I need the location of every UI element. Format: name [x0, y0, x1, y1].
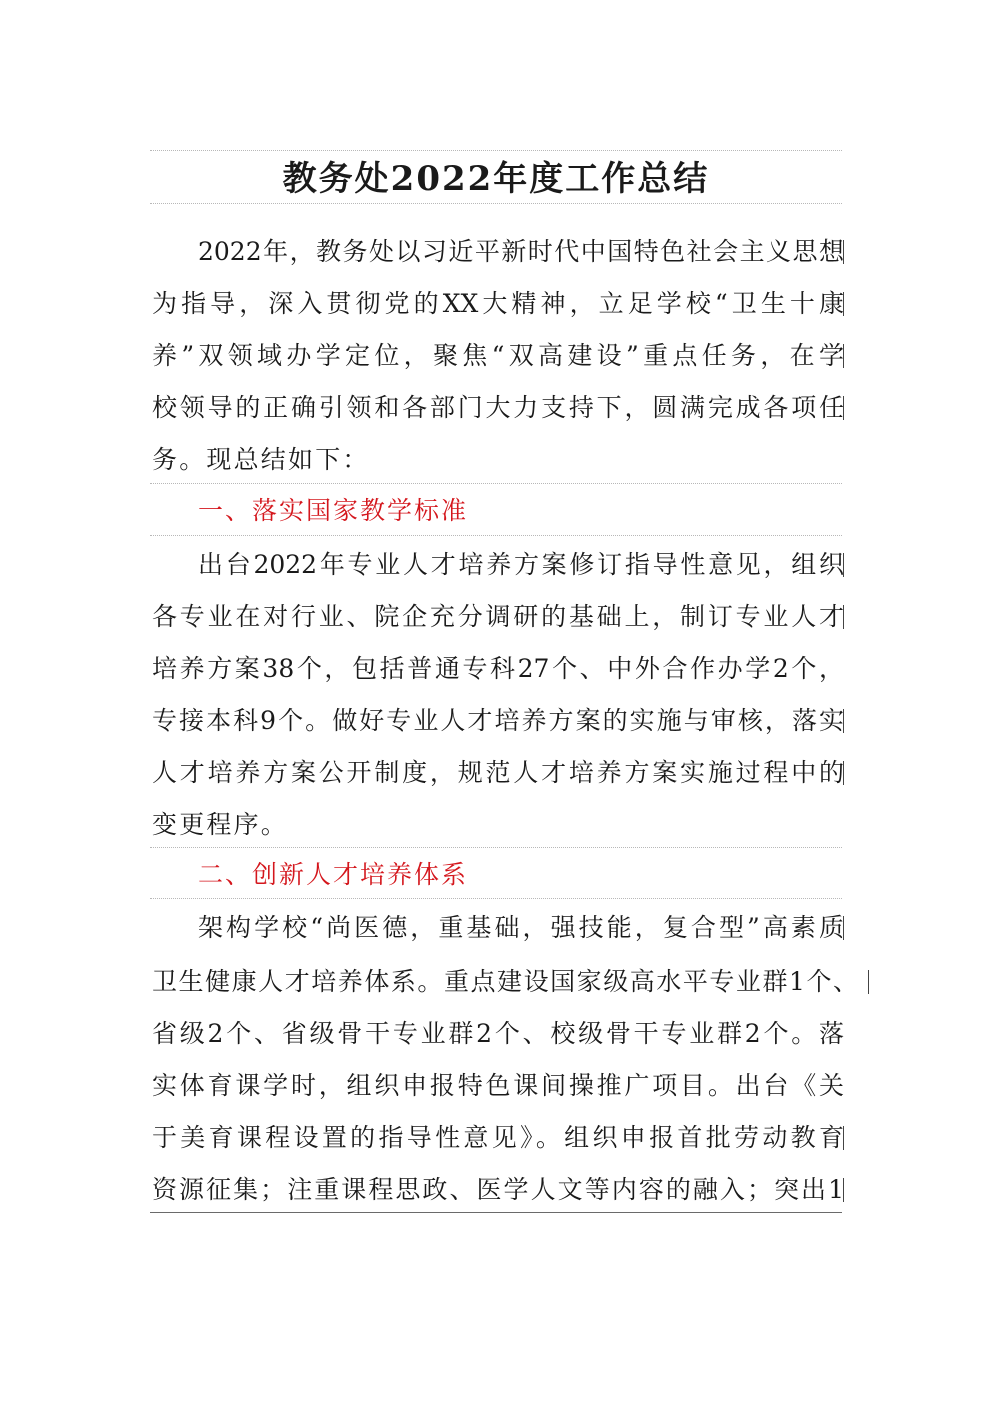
section1-line: 人才培养方案公开制度，规范人才培养方案实施过程中的: [152, 758, 844, 787]
intro-line: 2022年，教务处以习近平新时代中国特色社会主义思想: [198, 237, 844, 266]
line-end-marker: [843, 292, 844, 316]
intro-line: 为指导，深入贯彻党的XX大精神，立足学校“卫生十康: [152, 289, 844, 318]
line-end-marker: [843, 1178, 844, 1202]
line-end-marker: [843, 396, 844, 420]
section-heading-2: 二、创新人才培养体系: [198, 860, 469, 889]
section2-line: 省级2个、省级骨干专业群2个、校级骨干专业群2个。落: [152, 1019, 844, 1048]
heading-rule: [150, 535, 842, 536]
line-end-marker: [868, 970, 869, 994]
section2-line: 架构学校“尚医德，重基础，强技能，复合型”高素质: [198, 913, 844, 942]
document-title: 教务处2022年度工作总结: [282, 159, 710, 199]
section1-line: 出台2022年专业人才培养方案修订指导性意见，组织: [198, 550, 844, 579]
section2-line: 实体育课学时，组织申报特色课间操推广项目。出台《关: [152, 1071, 844, 1100]
page-bottom-rule: [150, 1212, 842, 1213]
intro-line: 校领导的正确引领和各部门大力支持下，圆满完成各项任: [152, 393, 844, 422]
section1-line: 培养方案38个，包括普通专科27个、中外合作办学2个，: [152, 654, 844, 683]
line-end-marker: [843, 709, 844, 733]
heading-rule: [150, 898, 842, 899]
section1-line: 专接本科9个。做好专业人才培养方案的实施与审核，落实: [152, 706, 844, 735]
section-heading-1: 一、落实国家教学标准: [198, 496, 469, 525]
section2-line: 卫生健康人才培养体系。重点建设国家级高水平专业群1个、: [152, 967, 858, 996]
intro-line: 养”双领域办学定位，聚焦“双高建设”重点任务，在学: [152, 341, 844, 370]
line-end-marker: [843, 240, 844, 264]
line-end-marker: [843, 605, 844, 629]
paragraph-rule: [150, 847, 842, 848]
line-end-marker: [843, 1126, 844, 1150]
section2-line: 于美育课程设置的指导性意见》。组织申报首批劳动教育: [152, 1123, 844, 1152]
line-end-marker: [843, 553, 844, 577]
title-top-rule: [150, 150, 842, 151]
line-end-marker: [843, 761, 844, 785]
line-end-marker: [843, 344, 844, 368]
section1-line: 变更程序。: [152, 810, 289, 839]
section2-line: 资源征集；注重课程思政、医学人文等内容的融入；突出1: [152, 1175, 844, 1204]
intro-line: 务。现总结如下：: [152, 445, 370, 474]
title-bottom-rule: [150, 203, 842, 204]
section1-line: 各专业在对行业、院企充分调研的基础上，制订专业人才: [152, 602, 844, 631]
line-end-marker: [843, 916, 844, 940]
paragraph-rule: [150, 483, 842, 484]
